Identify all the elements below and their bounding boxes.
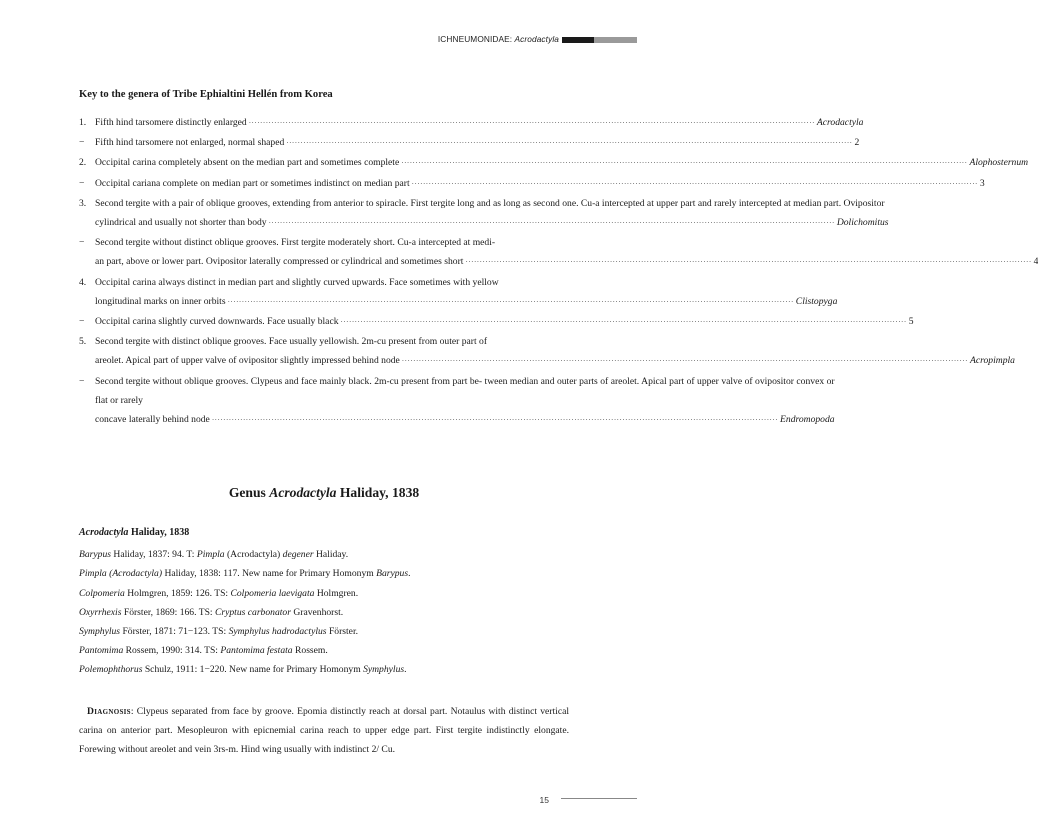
couplet-last-line <box>95 292 837 312</box>
couplet-body <box>95 233 1038 272</box>
couplet-text: concave laterally behind node <box>95 414 210 426</box>
type-species: degener <box>282 549 314 561</box>
key-heading: Key to the genera of Tribe Ephialtini Hellén from Korea <box>79 89 333 100</box>
couplet-number: − <box>79 177 85 189</box>
couplet-text: cylindrical and usually not shorter than body <box>95 217 267 229</box>
page-number: 15 <box>539 795 549 805</box>
synonym-line <box>79 545 569 564</box>
couplet-text: Fifth hind tarsomere distinctly enlarged <box>95 117 247 128</box>
couplet-text: longitudinal marks on inner orbits <box>95 295 226 307</box>
leader-dots: ········································································································································································································ <box>268 219 835 228</box>
synonym-author: Schulz, 1911: 1−220. New name for Primary Homonym <box>144 664 361 676</box>
page-content <box>79 89 1038 759</box>
diagnosis-colon: : <box>130 705 134 717</box>
couplet-number: 2. <box>79 157 87 169</box>
type-author: Rossem. <box>295 645 328 657</box>
key-couplet <box>79 113 864 133</box>
synonym-name: Barypus <box>79 549 111 561</box>
couplet-text-body: Occipital carina always distinct in median part and slightly curved upwards. Face sometimes with yellow <box>95 276 499 288</box>
couplet-number: − <box>79 137 85 149</box>
key-couplet <box>79 133 860 153</box>
couplet-body <box>95 113 863 133</box>
couplet-body <box>95 372 835 431</box>
couplet-text: Occipital cariana complete on median part or sometimes indistinct on median part <box>95 177 410 189</box>
leader-dots: ········································································································································································································ <box>340 318 907 327</box>
synonym-author: Förster, 1871: 71−123. TS: <box>122 626 227 638</box>
type-author: Gravenhorst. <box>293 606 344 618</box>
line-end: . <box>404 664 407 676</box>
couplet-text-body: Second tergite without oblique grooves. Clypeus and face mainly black. 2m-cu present from part be- tween median and outer parts of areolet. Apical part of upper valve of ovipositor convex or flat or rarely <box>95 375 835 406</box>
couplet-number: − <box>79 316 85 328</box>
running-head-text <box>438 34 559 44</box>
synonym-line <box>79 622 569 641</box>
couplet-number: − <box>79 375 85 387</box>
couplet-text: Fifth hind tarsomere not enlarged, normal shaped <box>95 137 285 149</box>
leader-dots: ········································································································································································································ <box>211 416 779 425</box>
synonym-subgenus: (Acrodactyla) <box>109 568 163 580</box>
leader-dots: ········································································································································································································ <box>227 297 794 306</box>
running-head <box>0 34 637 46</box>
couplet-text-body: Second tergite with a pair of oblique grooves, extending from anterior to spiracle. First tergite long and as long as second one. Cu-a intercepted at upper part and rarely intercepted at median part. Ovipositor <box>95 197 885 209</box>
genus-title <box>79 485 569 501</box>
couplet-last-line <box>95 113 863 133</box>
couplet-text-body: Second tergite without distinct oblique grooves. First tergite moderately short. Cu-a intercepted at medi- <box>95 237 496 249</box>
couplet-last-line <box>95 252 1038 272</box>
couplet-last-line <box>95 133 859 153</box>
type-author: Förster. <box>328 626 359 638</box>
primary-homonym: Symphylus <box>363 664 405 676</box>
couplet-number: 1. <box>79 117 87 128</box>
type-genus: Pimpla <box>196 549 225 561</box>
couplet-last-line <box>95 213 889 233</box>
running-head-bar-light <box>594 37 637 43</box>
page-number-rule <box>561 798 637 799</box>
leader-dots: ········································································································································································································ <box>401 159 968 168</box>
synonym-author: Rossem, 1990: 314. TS: <box>125 645 218 657</box>
couplet-text: Occipital carina completely absent on the median part and sometimes complete <box>95 157 400 169</box>
synonym-line <box>79 660 569 679</box>
synonym-name: Colpomeria <box>79 587 125 599</box>
synonymy-title-name: Acrodactyla <box>79 527 129 539</box>
key-couplet <box>79 233 1038 272</box>
running-head-family: ICHNEUMONIDAE: <box>437 34 513 44</box>
synonym-name: Pimpla <box>79 568 107 580</box>
primary-homonym: Barypus <box>376 568 409 580</box>
running-head-bar-dark <box>562 37 594 43</box>
running-head-genus: Acrodactyla <box>514 34 559 44</box>
synonym-name: Symphylus <box>79 626 121 638</box>
couplet-text: areolet. Apical part of upper valve of ovipositor slightly impressed behind node <box>95 355 400 367</box>
couplet-result: 3 <box>979 177 985 189</box>
key-list <box>79 113 1038 430</box>
couplet-number: 3. <box>79 197 87 209</box>
type-species: Cryptus carbonator <box>214 606 291 618</box>
genus-title-prefix: Genus <box>228 485 266 501</box>
synonymy-list <box>79 545 569 679</box>
type-author: Haliday. <box>315 549 349 561</box>
leader-dots: ········································································································································································································ <box>465 258 1032 267</box>
type-species: Pantomima festata <box>220 645 293 657</box>
couplet-body <box>95 153 1028 173</box>
synonym-author: Haliday, 1838: 117. New name for Primary Homonym <box>164 568 374 580</box>
synonymy-title <box>79 525 569 541</box>
couplet-text-body: Second tergite with distinct oblique grooves. Face usually yellowish. 2m-cu present from outer part of <box>95 336 488 348</box>
couplet-body <box>95 174 985 194</box>
leader-dots: ········································································································································································································ <box>401 357 969 366</box>
key-couplet <box>79 194 889 233</box>
genus-title-suffix: Haliday, 1838 <box>339 485 420 501</box>
couplet-number: 5. <box>79 336 87 348</box>
synonymy-title-author: Haliday, 1838 <box>130 527 190 539</box>
leader-dots: ········································································································································································································ <box>411 179 978 188</box>
couplet-body <box>95 273 837 312</box>
type-species: Colpomeria laevigata <box>230 587 315 599</box>
key-couplet <box>79 332 1015 371</box>
synonym-line <box>79 641 569 660</box>
couplet-last-line <box>95 153 1028 173</box>
couplet-body <box>95 332 1015 371</box>
diagnosis-text: Clypeus separated from face by groove. Epomia distinctly reach at dorsal part. Notaulus with distinct vertical carina on anterior part. Mesopleuron with epicnemial carina reach to upper edge part. First tergite indistinctly elongate. Forewing without areolet and vein 3rs-m. Hind wing usually with indistinct 2/ Cu. <box>79 705 569 756</box>
couplet-body <box>95 312 914 332</box>
couplet-result: Acrodactyla <box>816 117 864 128</box>
diagnosis-label: Diagnosis <box>87 705 131 717</box>
type-author: Holmgren. <box>316 587 359 599</box>
couplet-number: − <box>79 237 85 249</box>
couplet-result: Acropimpla <box>970 355 1015 367</box>
couplet-body <box>95 194 889 233</box>
couplet-result: Dolichomitus <box>836 217 889 229</box>
type-species: Symphylus hadrodactylus <box>228 626 327 638</box>
key-couplet <box>79 312 914 332</box>
couplet-result: 5 <box>908 316 914 328</box>
type-subgenus: (Acrodactyla) <box>226 549 281 561</box>
synonym-name: Polemophthorus <box>79 664 143 676</box>
genus-title-name: Acrodactyla <box>269 485 337 501</box>
couplet-result: Endromopoda <box>780 414 835 426</box>
couplet-last-line <box>95 410 835 430</box>
key-couplet <box>79 153 1029 173</box>
diagnosis-paragraph <box>79 702 569 760</box>
synonym-author: Holmgren, 1859: 126. TS: <box>127 587 229 599</box>
couplet-result: Alophosternum <box>969 157 1029 169</box>
synonym-name: Oxyrrhexis <box>79 606 122 618</box>
couplet-result: Clistopyga <box>795 295 838 307</box>
leader-dots: ········································································································································································································ <box>248 119 815 127</box>
synonym-line <box>79 584 569 603</box>
line-end: . <box>408 568 411 580</box>
leader-dots: ········································································································································································································ <box>286 139 853 148</box>
synonym-author: Förster, 1869: 166. TS: <box>123 606 213 618</box>
synonym-name: Pantomima <box>79 645 124 657</box>
couplet-result: 4 <box>1033 256 1038 268</box>
couplet-text: Occipital carina slightly curved downwards. Face usually black <box>95 316 339 328</box>
couplet-result: 2 <box>854 137 860 149</box>
couplet-text: an part, above or lower part. Ovipositor laterally compressed or cylindrical and sometimes short <box>95 256 464 268</box>
key-couplet <box>79 273 838 312</box>
synonym-author: Haliday, 1837: 94. T: <box>113 549 195 561</box>
synonym-line <box>79 603 569 622</box>
key-couplet <box>79 174 985 194</box>
key-couplet <box>79 372 835 431</box>
couplet-last-line <box>95 351 1015 371</box>
couplet-last-line <box>95 174 985 194</box>
couplet-body <box>95 133 859 153</box>
couplet-last-line <box>95 312 914 332</box>
couplet-number: 4. <box>79 276 87 288</box>
synonym-line <box>79 564 569 583</box>
